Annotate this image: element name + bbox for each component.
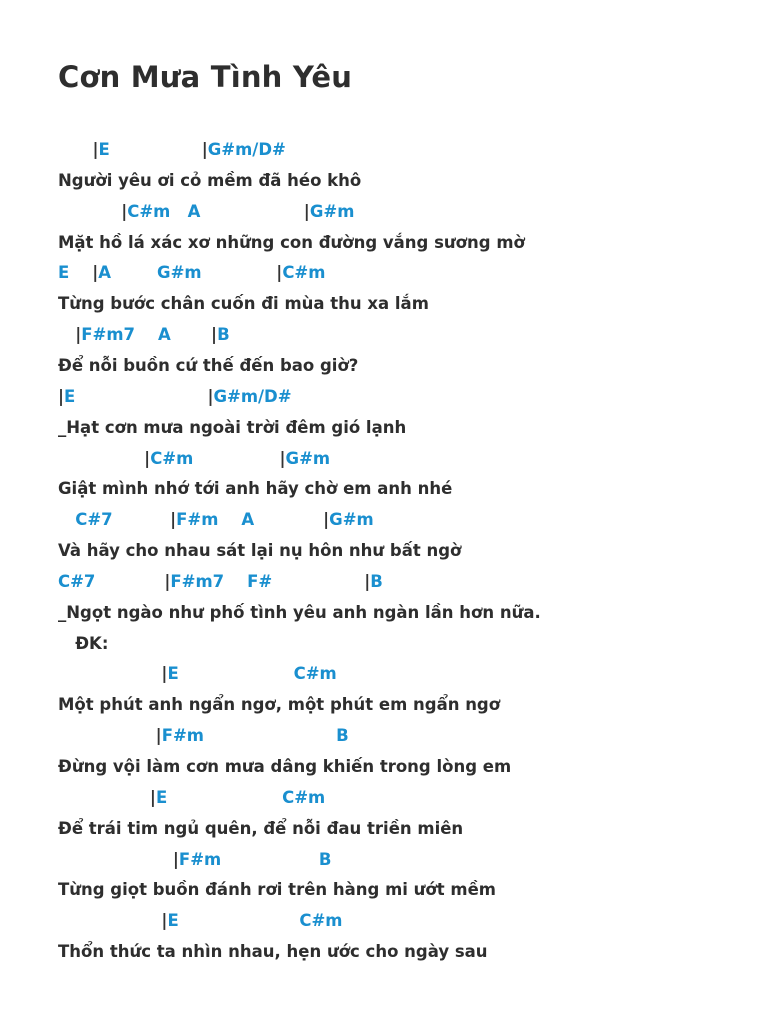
measure-bar: | (201, 140, 208, 159)
chord-symbol: G#m (207, 140, 253, 159)
chord-spacer (58, 726, 156, 745)
chord-symbol: C#m (282, 263, 326, 283)
song-title: Cơn Mưa Tình Yêu (58, 60, 353, 94)
chord-symbol: G#m (157, 263, 202, 283)
chord-symbol: E (98, 140, 110, 159)
chord-spacer (110, 140, 202, 159)
measure-bar: | (364, 571, 371, 591)
measure-bar: | (58, 386, 65, 406)
lyric-line: Giật mình nhớ tới anh hãy chờ em anh nhé (58, 479, 453, 499)
chord-symbol: E (64, 386, 76, 406)
chord-symbol: C#m (282, 787, 326, 807)
measure-bar: | (92, 263, 99, 283)
chord-symbol: C#m (127, 201, 171, 221)
lyric-line: Từng bước chân cuốn đi mùa thu xa lắm (58, 294, 429, 314)
chord-symbol: G#m (285, 448, 331, 468)
chord-spacer (179, 911, 300, 930)
chord-spacer (202, 263, 277, 282)
chord-symbol: F# (247, 571, 273, 591)
chord-spacer (272, 572, 364, 591)
lyric-line: _Hạt cơn mưa ngoài trời đêm gió lạnh (58, 417, 407, 437)
chord-symbol: E (167, 664, 179, 684)
chord-line (58, 785, 325, 811)
chord-spacer (58, 788, 150, 807)
chord-symbol: G#m (309, 201, 355, 221)
chord-line (58, 569, 383, 595)
chord-spacer (58, 510, 75, 529)
lyric-line: Đừng vội làm cơn mưa dâng khiến trong lòng em (58, 757, 512, 776)
chord-symbol: F#m (161, 726, 204, 746)
chord-spacer (58, 449, 144, 468)
chord-spacer (58, 140, 92, 159)
measure-bar: | (207, 386, 214, 406)
chord-spacer (171, 325, 211, 344)
chord-line (58, 723, 349, 749)
chord-symbol: B (336, 726, 349, 746)
lyric-line: Người yêu ơi cỏ mềm đã héo khô (58, 170, 362, 190)
chord-symbol: F#m7 (81, 325, 136, 345)
chord-symbol: G#m/D# (213, 386, 292, 406)
chord-spacer (167, 788, 282, 807)
measure-bar: | (303, 201, 310, 221)
chord-symbol: A (98, 263, 112, 283)
chord-line (58, 661, 337, 687)
chord-symbol: A (158, 325, 171, 345)
measure-bar: | (279, 448, 286, 468)
chord-spacer (218, 510, 241, 529)
measure-bar: | (211, 325, 218, 345)
chord-spacer (254, 510, 323, 529)
measure-bar: | (121, 201, 128, 221)
lyric-line: Và hãy cho nhau sát lại nụ hôn như bất ngờ (58, 541, 462, 561)
measure-bar: | (149, 787, 156, 807)
chord-spacer (58, 911, 161, 930)
chord-symbol: A (241, 510, 255, 530)
measure-bar: | (172, 849, 179, 869)
measure-bar: | (161, 911, 168, 931)
chord-spacer (58, 664, 161, 683)
lyric-line: Mặt hồ lá xác xơ những con đường vắng sương mờ (58, 232, 525, 252)
chord-spacer (95, 572, 164, 591)
chord-spacer (58, 325, 75, 344)
chord-symbol: C#m (299, 911, 343, 931)
lyric-line: Từng giọt buồn đánh rơi trên hàng mi ướt mềm (58, 880, 496, 900)
chord-line (58, 199, 354, 225)
chord-line (58, 384, 292, 410)
chord-line (58, 446, 330, 472)
measure-bar: | (161, 664, 168, 684)
chord-spacer (111, 263, 157, 282)
chord-spacer (135, 325, 158, 344)
measure-bar: | (276, 263, 283, 283)
measure-bar: | (155, 726, 162, 746)
chord-spacer (224, 572, 247, 591)
lyric-line: Để trái tim ngủ quên, để nỗi đau triền miên (58, 818, 464, 838)
chord-line (58, 322, 230, 348)
chord-line (58, 260, 325, 286)
chord-spacer: / (252, 140, 259, 159)
lyric-line: Một phút anh ngẩn ngơ, một phút em ngẩn ngơ (58, 695, 501, 715)
chord-symbol: A (187, 201, 201, 221)
chord-spacer (69, 263, 92, 282)
measure-bar: | (170, 510, 177, 530)
measure-bar: | (164, 571, 171, 591)
chord-symbol: G#m (329, 510, 374, 530)
chord-symbol: D# (258, 140, 286, 159)
chord-spacer (58, 202, 121, 221)
chord-line (58, 847, 331, 873)
chord-spacer (75, 387, 207, 406)
chord-symbol: E (167, 911, 179, 931)
measure-bar: | (323, 510, 330, 530)
chord-spacer (113, 510, 170, 529)
chord-symbol: E (58, 263, 70, 283)
chord-symbol: C#7 (58, 571, 96, 591)
chord-line (58, 507, 374, 533)
measure-bar: | (92, 140, 99, 159)
chord-symbol: F#m7 (170, 571, 225, 591)
chord-symbol: B (318, 849, 332, 869)
chord-line (58, 137, 286, 163)
chord-spacer (200, 202, 303, 221)
measure-bar: | (75, 325, 82, 345)
chord-symbol: B (217, 325, 230, 345)
chord-spacer (170, 202, 187, 221)
measure-bar: | (144, 448, 151, 468)
chord-spacer (193, 449, 279, 468)
chord-line (58, 908, 343, 934)
chord-symbol: C#m (293, 664, 337, 684)
chord-spacer (221, 850, 319, 869)
chord-spacer (58, 850, 173, 869)
lyric-line: _Ngọt ngào như phố tình yêu anh ngàn lần hơn nữa. (58, 602, 541, 622)
chord-symbol: C#7 (75, 510, 113, 530)
chord-spacer (204, 726, 336, 745)
lyric-line: Để nỗi buồn cứ thế đến bao giờ? (58, 355, 359, 375)
chord-symbol: C#m (150, 448, 194, 468)
lyric-line: ĐK: (58, 633, 109, 653)
chord-symbol: B (370, 571, 383, 591)
lyric-line: Thổn thức ta nhìn nhau, hẹn ước cho ngày sau (58, 942, 488, 962)
chord-symbol: F#m (178, 849, 222, 869)
chord-symbol: E (155, 787, 168, 807)
chord-symbol: F#m (176, 510, 219, 530)
chord-spacer (179, 664, 294, 683)
